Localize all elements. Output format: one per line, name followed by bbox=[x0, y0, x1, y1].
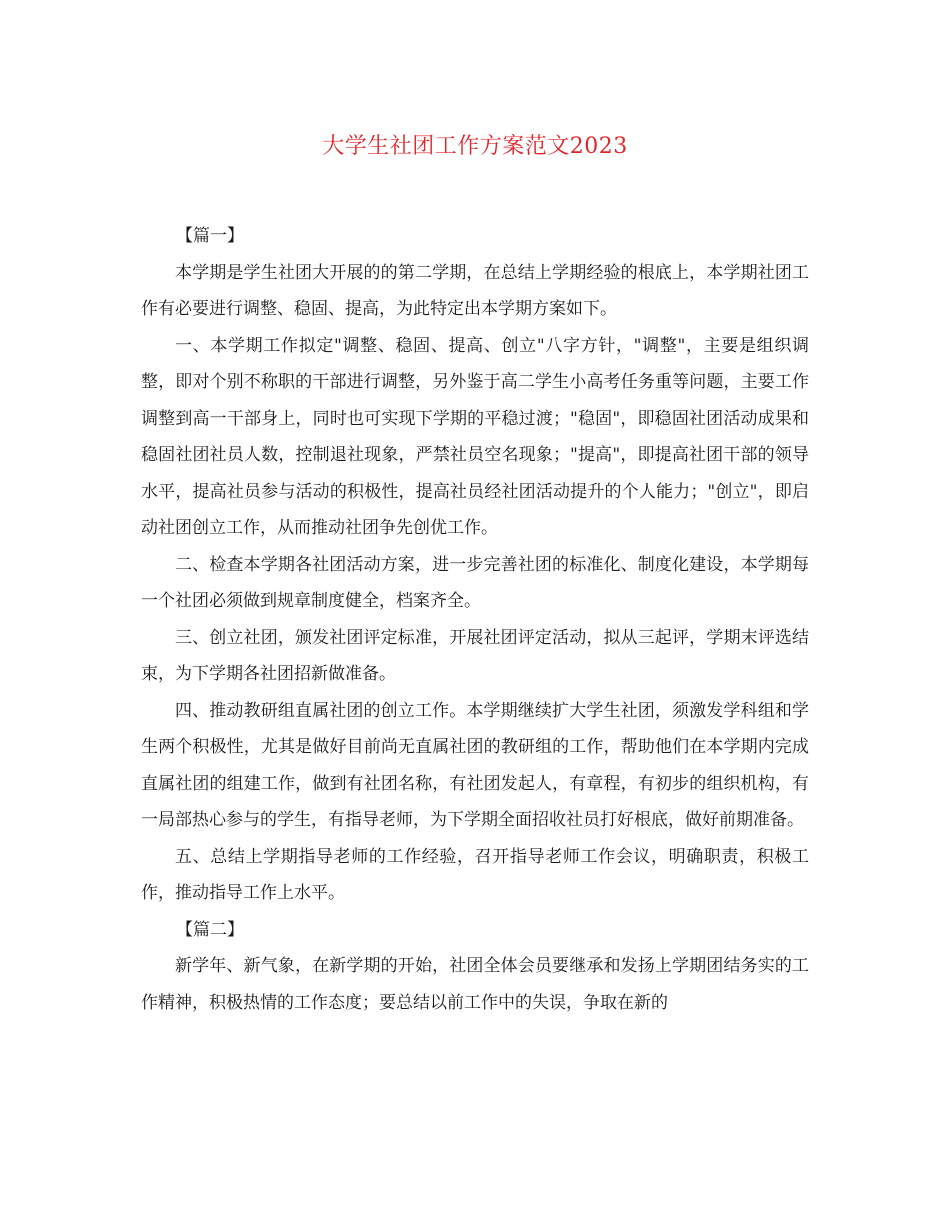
paragraph-item-1: 一、本学期工作拟定"调整、稳固、提高、创立"八字方针，"调整"，主要是组织调整，即对个别不称职的干部进行调整，另外鉴于高二学生小高考任务重等问题，主要工作调整到高一干部身上，同时也可实现下学期的平稳过渡；"稳固"，即稳固社团活动成果和稳固社团社员人数，控制退社现象，严禁社员空名现象；"提高"，即提高社团干部的领导水平，提高社员参与活动的积极性，提高社员经社团活动提升的个人能力；"创立"，即启动社团创立工作，从而推动社团争先创优工作。 bbox=[141, 335, 809, 538]
paragraph-item-4: 四、推动教研组直属社团的创立工作。本学期继续扩大学生社团，须激发学科组和学生两个积极性，尤其是做好目前尚无直属社团的教研组的工作，帮助他们在本学期内完成直属社团的组建工作，做到有社团名称，有社团发起人，有章程，有初步的组织机构，有一局部热心参与的学生，有指导老师，为下学期全面招收社员打好根底，做好前期准备。 bbox=[141, 700, 809, 830]
section-heading-2: 【篇二】 bbox=[176, 919, 244, 940]
document-title: 大学生社团工作方案范文2023 bbox=[322, 134, 628, 159]
paragraph-item-5: 五、总结上学期指导老师的工作经验，召开指导老师工作会议，明确职责，积极工作，推动指导工作上水平。 bbox=[141, 846, 809, 903]
document-body bbox=[141, 218, 809, 1021]
paragraph-item-3: 三、创立社团，颁发社团评定标准，开展社团评定活动，拟从三起评，学期末评选结束，为下学期各社团招新做准备。 bbox=[141, 627, 809, 684]
section-heading-1: 【篇一】 bbox=[176, 226, 244, 246]
paragraph-section-2-intro: 新学年、新气象，在新学期的开始，社团全体会员要继承和发扬上学期团结务实的工作精神，积极热情的工作态度；要总结以前工作中的失误，争取在新的 bbox=[141, 956, 809, 1013]
paragraph-item-2: 二、检查本学期各社团活动方案，进一步完善社团的标准化、制度化建设，本学期每一个社团必须做到规章制度健全，档案齐全。 bbox=[141, 554, 809, 611]
paragraph-intro: 本学期是学生社团大开展的的第二学期，在总结上学期经验的根底上，本学期社团工作有必要进行调整、稳固、提高，为此特定出本学期方案如下。 bbox=[141, 262, 809, 319]
